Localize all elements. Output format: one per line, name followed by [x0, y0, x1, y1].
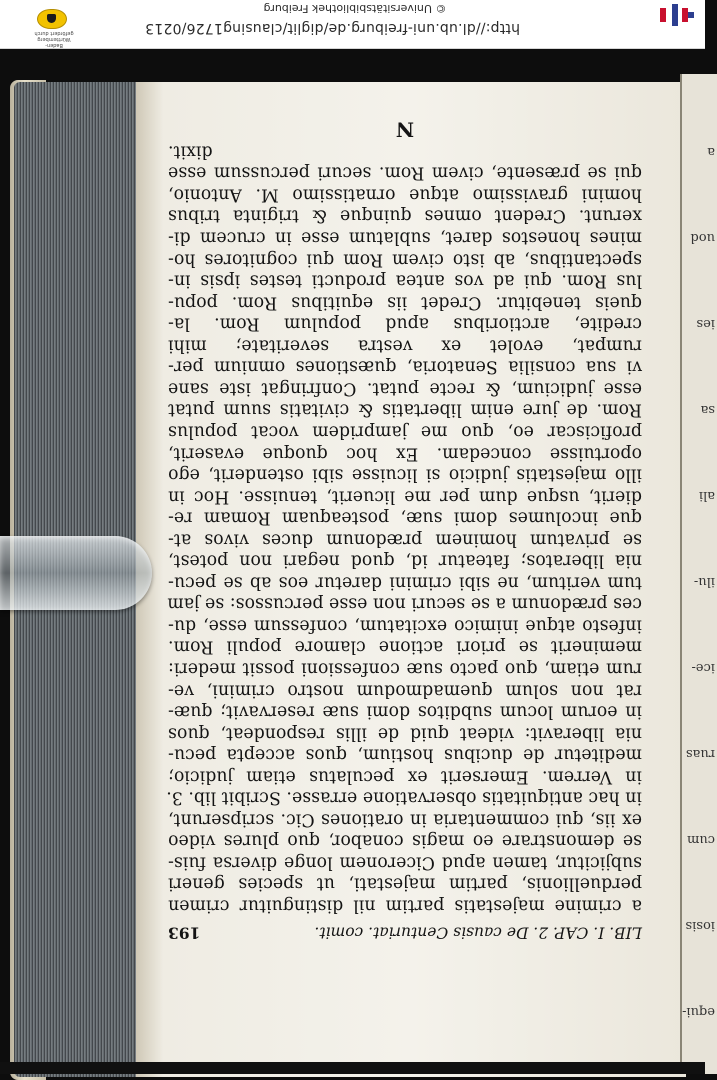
running-head-title: LIB. I. CAP. 2. De causis Centuriat. comit.: [314, 923, 642, 942]
text-line: meminerit se priori actione clamore populi Rom.: [168, 637, 642, 658]
text-line: ex iis, qui commentaria in orationes Cic. scripserunt,: [168, 809, 642, 830]
text-line: credite, arctioribus apud populum Rom. la-: [168, 313, 642, 334]
text-line: spectantibus, ab isto civem Rom qui cognitores ho-: [168, 249, 642, 270]
text-line: lus Rom. qui ad vos antea producti testes ipsis in-: [168, 270, 642, 291]
glass-page-holder: [0, 536, 152, 610]
facing-page-edge: [680, 74, 717, 1074]
viewer-header: [0, 0, 705, 49]
facing-page-fragment: cum: [687, 832, 715, 847]
text-line: ces prædonum a se securi non esse percussos: se jam: [167, 594, 642, 615]
catchword: N: [395, 118, 415, 142]
text-line: illo majestatis judicio si licuisse sibi ostenderit, ego: [168, 464, 642, 485]
text-line: dixit.: [168, 141, 213, 162]
text-line: a crimine majestatis partim nil distinguitur crimen: [168, 895, 642, 916]
text-line: proficiscar eo, quo me jampridem vocat populus: [168, 421, 642, 442]
logo-caption-line1: gefördert durch: [34, 30, 74, 36]
bottom-strip: [0, 1062, 705, 1074]
facing-page-fragment: equi-: [682, 1004, 715, 1019]
text-line: infesto atque inimico excitatum, confessum esse, du-: [168, 615, 642, 636]
text-line: oportuisse concedam. Ex hoc quoque evaserit,: [168, 443, 642, 464]
text-line: xerunt. Credent omnes quinque & triginta tribus: [168, 206, 642, 227]
facing-page-fragment: ies: [696, 316, 715, 331]
text-line: esse judicium, & recte putat. Confringat iste sane: [168, 378, 642, 399]
text-line: qui se præsente, civem Rom. securi percussum esse: [168, 163, 642, 184]
body-text: [168, 140, 642, 916]
facing-page-fragment: iosis: [685, 918, 715, 933]
text-line: se privatum hominem prædonum duces vivos at-: [168, 529, 642, 550]
text-line: in Verrem. Emerserit ex peculatus etiam judicio;: [168, 766, 642, 787]
facing-page-fragment: a: [707, 144, 715, 159]
facing-page-fragment: sa: [700, 402, 715, 417]
text-line: subjicitur, tamen apud Ciceronem longe diversa fuis-: [168, 852, 642, 873]
text-line: meditetur de ducibus hostium, quos accepta pecu-: [168, 744, 642, 765]
document-url[interactable]: http://dl.ub.uni-freiburg.de/diglit/clausing1726/0213: [145, 20, 520, 36]
running-head: [168, 922, 642, 944]
text-line: rumpat, evolet ex vestra severitate; mihi: [168, 335, 642, 356]
text-line: perduellionis, partim majestati, ut species generi: [168, 874, 642, 895]
text-line: rat non solum quemadmodum nostro crimini, ve-: [168, 680, 642, 701]
text-line: in eorum locum subditos domi suæ reservavit; quæ-: [168, 701, 642, 722]
text-line: vi sua consilia Senatoria, quæstiones omnium per-: [168, 357, 642, 378]
text-line: tum veritum, ne sibi crimini daretur eos ab se pecu-: [168, 572, 642, 593]
text-line: nia liberavit: videat quid de illis respondeat, quos: [168, 723, 642, 744]
text-line: in hac antiquitatis observatione errasse. Scribit lib. 3.: [166, 787, 642, 808]
baden-wuerttemberg-logo: [30, 6, 78, 48]
printed-text-block: [168, 118, 642, 944]
text-line: Rom. de jure enim libertatis & civitatis suum putat: [168, 400, 642, 421]
text-line: dierit, usque dum per me licuerit, tenuisse. Hoc in: [168, 486, 642, 507]
logo-caption: [30, 30, 78, 48]
logo-caption-line2: Baden-Württemberg: [37, 36, 71, 48]
copyright-credit: © Universitätsbibliothek Freiburg: [263, 2, 447, 15]
ub-freiburg-logo: [658, 4, 696, 26]
text-line: queis tenebitur. Credet iis equitibus Rom. popu-: [168, 292, 642, 313]
facing-page-fragment: ice-: [691, 660, 715, 675]
facing-page-fragment: ruas: [685, 746, 715, 761]
text-line: que incolumes domi suæ, posteaquam Romam re-: [168, 507, 642, 528]
text-line: nia liberatos; fateatur id, quod negari non potest,: [168, 550, 642, 571]
page-number: 193: [168, 923, 201, 943]
coat-of-arms-icon: [37, 9, 67, 29]
facing-page-fragment: uod: [690, 230, 715, 245]
facing-page-fragment: ilu-: [693, 574, 715, 589]
text-line: homini gravissimo atque ornatissimo M. Antonio,: [168, 184, 642, 205]
text-line: se demonstrare eo magis conabor, quo plures video: [168, 831, 642, 852]
text-line: mines honestos daret, sublatum esse in crucem di-: [168, 227, 642, 248]
text-line: rum etiam, quo pacto suæ confessioni possit mederi:: [168, 658, 642, 679]
facing-page-fragment: ali: [698, 488, 715, 503]
